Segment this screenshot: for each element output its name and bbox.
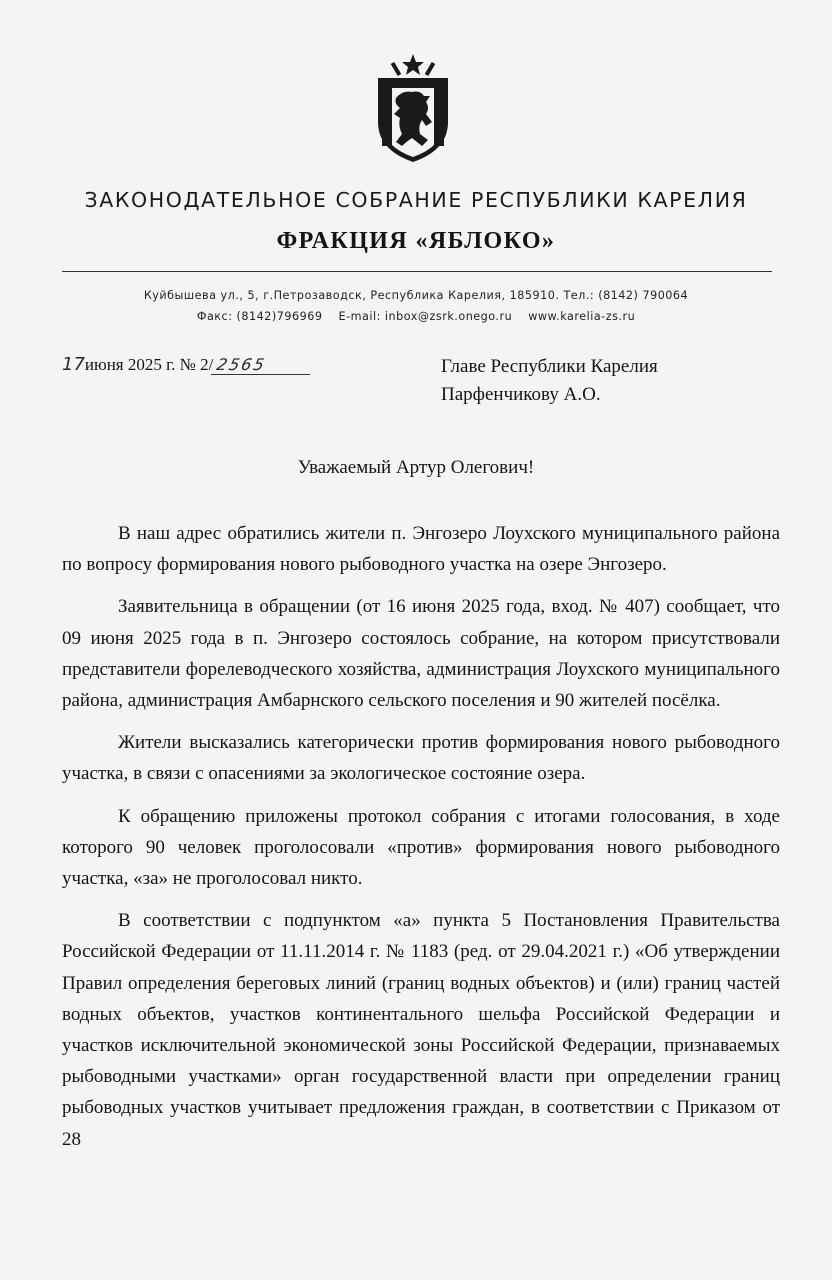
paragraph: Жители высказались категорически против формирования нового рыбоводного участка, в связи с опасениями за экологическое состояние озера. [62, 732, 780, 785]
paragraph: В соответствии с подпунктом «а» пункта 5 Постановления Правительства Российской Федерации от 11.11.2014 г. № 1183 (ред. от 29.04.2021 г.) «Об утверждении Правил определения береговых линий (границ водных объектов) и (или) границ частей водных объектов, участков континентального шельфа Российской Федерации и участков исключительной экономической зоны Российской Федерации, признаваемых рыбоводными участками» орган государственной власти при определении границ рыбоводных участков учитывает предложения граждан, в соответствии с Приказом от 28 [62, 910, 780, 1150]
recipient-name: Парфенчикову А.О. [441, 384, 601, 405]
organization-name: ЗАКОНОДАТЕЛЬНОЕ СОБРАНИЕ РЕСПУБЛИКИ КАРЕЛИЯ [84, 188, 748, 212]
email-address: E-mail: inbox@zsrk.onego.ru [338, 310, 513, 323]
handwritten-day: 17 [62, 354, 85, 375]
karelia-coat-of-arms-icon [372, 52, 454, 164]
paragraph: К обращению приложены протокол собрания с итогами голосования, в ходе которого 90 человек проголосовали «против» формирования нового рыбоводного участка, «за» не проголосовал никто. [62, 805, 780, 890]
paragraph: В наш адрес обратились жители п. Энгозеро Лоухского муниципального района по вопросу формирования нового рыбоводного участка на озере Энгозеро. [62, 523, 780, 576]
letter-body [62, 518, 780, 1166]
website-address: www.karelia-zs.ru [528, 310, 636, 323]
registration-line [62, 354, 312, 375]
address-line: Куйбышева ул., 5, г.Петрозаводск, Республика Карелия, 185910. Тел.: (8142) 790064 [143, 289, 689, 302]
header-divider [62, 271, 772, 272]
contacts-line [0, 306, 832, 327]
faction-name: ФРАКЦИЯ «ЯБЛОКО» [276, 228, 556, 254]
handwritten-number: 2565 [211, 355, 314, 375]
paragraph: Заявительница в обращении (от 16 июня 2025 года, вход. № 407) сообщает, что 09 июня 2025 года в п. Энгозеро состоялось собрание, на котором присутствовали представители форелеводческого хозяйства, администрация Лоухского муниципального района, администрация Амбарнского сельского поселения и 90 жителей посёлка. [62, 596, 780, 712]
registration-date: июня 2025 г. № 2/ [84, 355, 214, 374]
fax-number: Факс: (8142)796969 [196, 310, 323, 323]
recipient-title: Главе Республики Карелия [441, 356, 658, 377]
recipient-block [441, 353, 658, 409]
salutation: Уважаемый Артур Олегович! [297, 457, 535, 478]
contact-block [0, 285, 832, 327]
